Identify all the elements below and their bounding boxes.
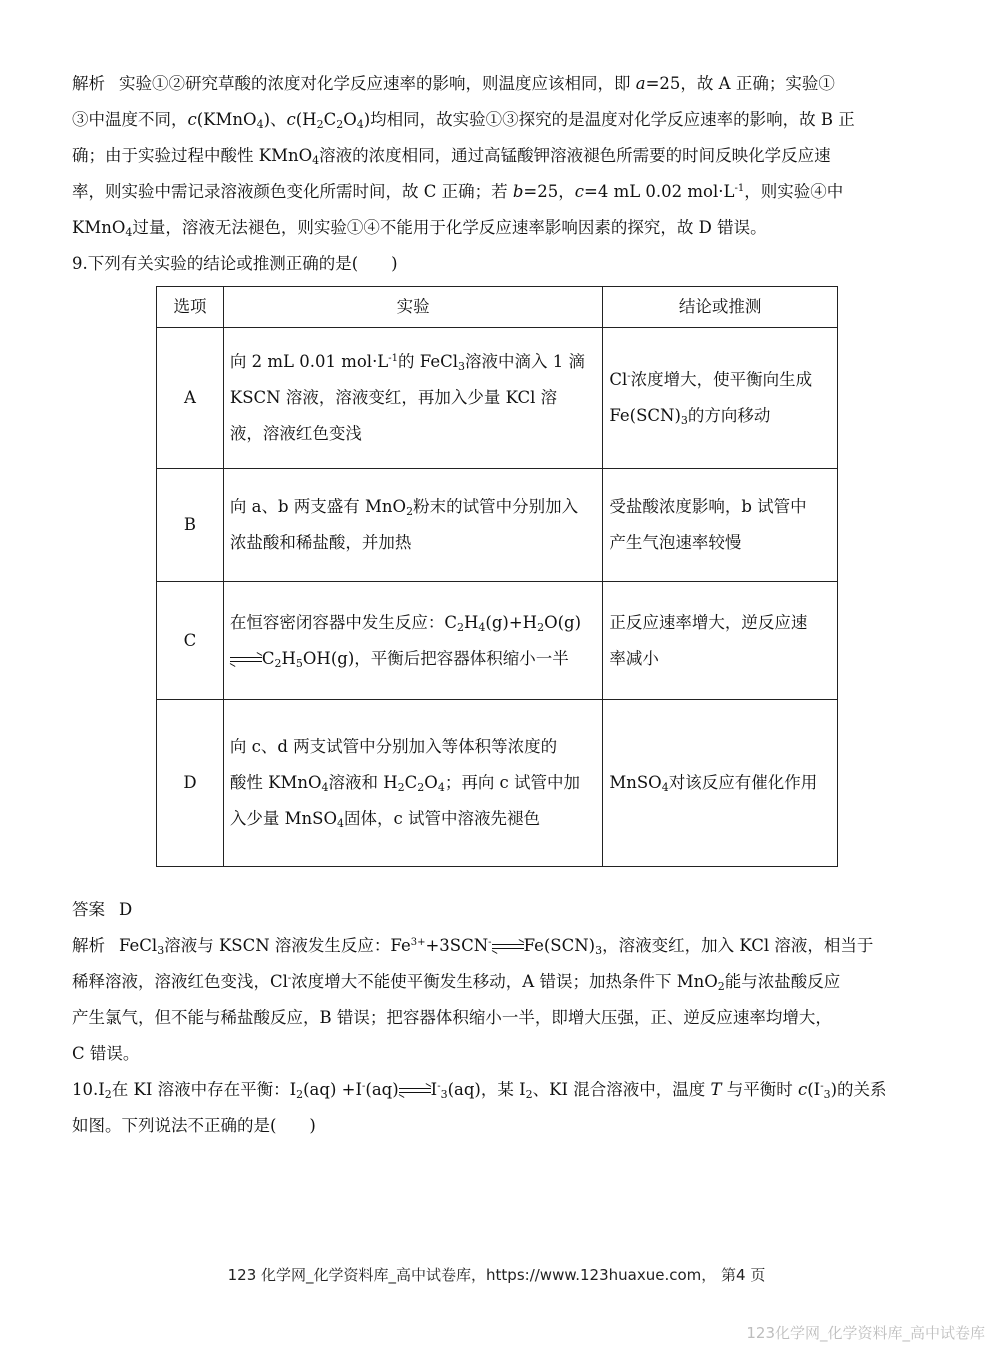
option-label: B: [157, 469, 224, 582]
answer-value: D: [119, 900, 133, 919]
experiment-cell: 向 a、b 两支盛有 MnO$_2$粉末的试管中分别加入 浓盐酸和稀盐酸，并加热: [223, 469, 602, 582]
table-row: [157, 469, 838, 582]
option-label: D: [157, 700, 224, 867]
question-10-line-2: 如图。下列说法不正确的是( ): [72, 1116, 316, 1135]
analysis-1-line-4: 率，则实验中需记录溶液颜色变化所需时间，故 C 正确；若 b=25，c=4 mL 0.02 $mol\cdot L^{-1}$，则实验④中: [72, 182, 844, 201]
answer-label: 答案: [72, 900, 105, 919]
analysis-1-line-3: 确；由于实验过程中酸性 KMnO$_4$溶液的浓度相同，通过高锰酸钾溶液褪色所需要的时间反映化学反应速: [72, 146, 831, 167]
equilibrium-arrow-icon: [492, 942, 524, 951]
analysis-label: 解析: [72, 936, 105, 955]
question-9-table: [156, 286, 838, 867]
analysis-1-line-2: ③中温度不同，c(KMnO$_4$)、$c(H_2C_2O_4)$均相同，故实验①③探究的是温度对化学反应速率的影响，故 B 正: [72, 110, 855, 131]
conclusion-cell: 受盐酸浓度影响，b 试管中 产生气泡速率较慢: [603, 469, 838, 582]
option-label: C: [157, 582, 224, 700]
experiment-cell: 向 2 mL 0.01 $mol\cdot L^{-1}$的 FeCl$_3$溶液中滴入 1 滴 KSCN 溶液，溶液变红，再加入少量 KCl 溶 液，溶液红色变浅: [223, 328, 602, 469]
analysis-1-line-5: KMnO$_4$过量，溶液无法褪色，则实验①④不能用于化学反应速率影响因素的探究，故 D 错误。: [72, 218, 767, 239]
table-row: [157, 582, 838, 700]
watermark: 123化学网_化学资料库_高中试卷库: [746, 1324, 985, 1342]
table-row: [157, 700, 838, 867]
header-option: 选项: [157, 287, 224, 328]
conclusion-cell: Cl-浓度增大，使平衡向生成 $Fe(SCN)_3$的方向移动: [603, 328, 838, 469]
analysis-label: 解析: [72, 74, 105, 93]
question-9-stem: 9.下列有关实验的结论或推测正确的是( ): [72, 254, 398, 273]
table-header-row: [157, 287, 838, 328]
analysis-1-line-1: 解析 实验①②研究草酸的浓度对化学反应速率的影响，则温度应该相同，即 a=25，故 A 正确；实验①: [72, 74, 835, 93]
question-10-line-1: $10.I_2$在 KI 溶液中存在平衡：$I_2(aq) +I^-(aq)$ $I^-_3(aq)$，某 $I_2$、KI 混合溶液中，温度 T 与平衡时 $c(I^-_3)$的关系: [72, 1080, 887, 1101]
analysis-2-line-3: 产生氯气，但不能与稀盐酸反应，B 错误；把容器体积缩小一半，即增大压强，正、逆反应速率均增大，: [72, 1008, 832, 1027]
equilibrium-arrow-icon: [399, 1086, 431, 1095]
answer-line: [72, 892, 917, 928]
experiment-cell: 在恒容密闭容器中发生反应：$C_2H_4(g)+H_2O(g)$ $C_2H_5OH(g)$，平衡后把容器体积缩小一半: [223, 582, 602, 700]
analysis-1: [72, 66, 917, 246]
header-conclusion: 结论或推测: [603, 287, 838, 328]
equilibrium-arrow-icon: [230, 655, 262, 664]
document-body: [72, 66, 917, 282]
analysis-2-line-4: C 错误。: [72, 1044, 140, 1063]
table-row: [157, 328, 838, 469]
conclusion-cell: MnSO$_4$对该反应有催化作用: [603, 700, 838, 867]
page-footer: 123 化学网_化学资料库_高中试卷库，https://www.123huaxue.com， 第4 页: [227, 1266, 766, 1284]
experiment-cell: 向 c、d 两支试管中分别加入等体积等浓度的 酸性 KMnO$_4$溶液和 $H_2C_2O_4$；再向 c 试管中加 入少量 MnSO$_4$固体，c 试管中溶液先褪色: [223, 700, 602, 867]
conclusion-cell: 正反应速率增大，逆反应速 率减小: [603, 582, 838, 700]
answer-section: [72, 892, 917, 1144]
analysis-2-line-1: 解析 FeCl$_3$溶液与 KSCN 溶液发生反应：$Fe^{3+}+3SCN^-$ $Fe(SCN)_3$，溶液变红，加入 KCl 溶液，相当于: [72, 936, 874, 957]
header-experiment: 实验: [223, 287, 602, 328]
option-label: A: [157, 328, 224, 469]
analysis-2-line-2: 稀释溶液，溶液红色变浅，Cl-浓度增大不能使平衡发生移动，A 错误；加热条件下 MnO$_2$能与浓盐酸反应: [72, 972, 841, 993]
